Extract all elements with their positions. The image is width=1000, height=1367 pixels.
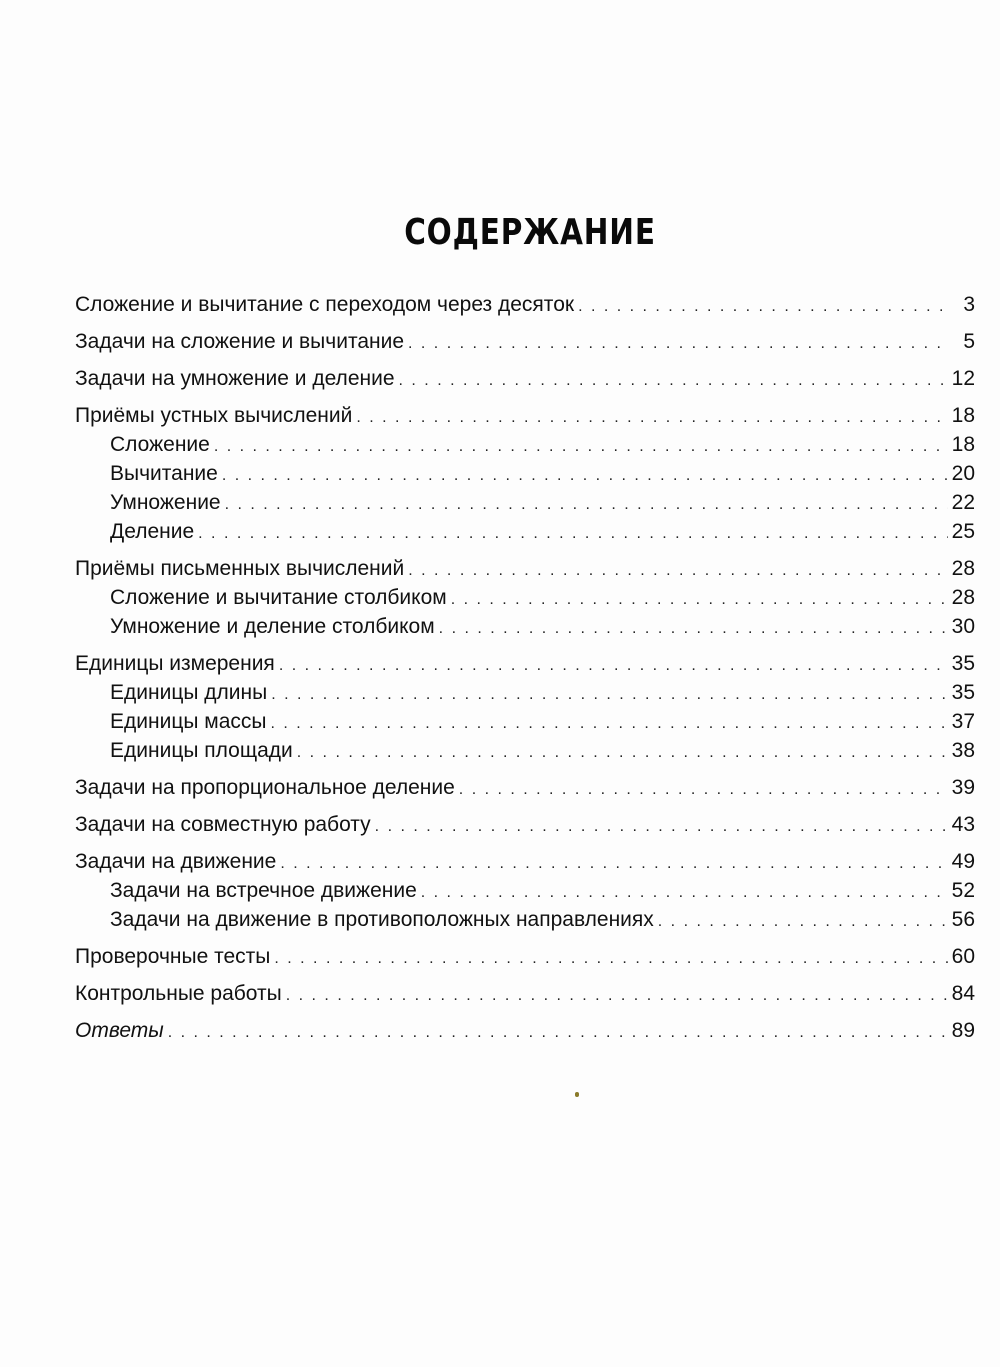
- dot-leader: [408, 329, 949, 358]
- toc-entry-label: Ответы: [75, 1019, 164, 1042]
- dot-leader: [578, 292, 949, 321]
- toc-entry-page: 38: [951, 739, 975, 762]
- toc-entry[interactable]: [75, 327, 975, 356]
- toc-entry-page: 43: [951, 813, 975, 836]
- toc-entry-page: 30: [951, 615, 975, 638]
- dot-leader: [408, 556, 947, 585]
- dot-leader: [222, 461, 948, 490]
- toc-entry-page: 37: [951, 710, 975, 733]
- toc-subentry[interactable]: [75, 488, 975, 517]
- dot-leader: [658, 907, 948, 936]
- toc-entry-label: Умножение и деление столбиком: [110, 615, 435, 638]
- toc-entry[interactable]: [75, 847, 975, 876]
- toc-entry-label: Проверочные тесты: [75, 945, 271, 968]
- toc-entry[interactable]: [75, 773, 975, 802]
- toc-entry-label: Задачи на сложение и вычитание: [75, 330, 405, 353]
- dot-leader: [439, 614, 948, 643]
- dot-leader: [274, 944, 947, 973]
- dot-leader: [280, 849, 947, 878]
- toc-entry[interactable]: [75, 554, 975, 583]
- toc-entry-page: 39: [951, 776, 975, 799]
- toc-entry[interactable]: [75, 810, 975, 839]
- toc-entry-page: 25: [951, 520, 975, 543]
- toc-entry-page: 28: [951, 586, 975, 609]
- dot-leader: [399, 366, 948, 395]
- toc-entry[interactable]: [75, 401, 975, 430]
- page-title: СОДЕРЖАНИЕ: [404, 212, 656, 253]
- toc-entry-label: Задачи на совместную работу: [75, 813, 371, 836]
- toc-subentry[interactable]: [75, 736, 975, 765]
- toc-entry-page: 35: [951, 652, 975, 675]
- dot-leader: [198, 519, 947, 548]
- toc-subentry[interactable]: [75, 678, 975, 707]
- toc-entry-page: 20: [951, 462, 975, 485]
- dot-leader: [271, 680, 947, 709]
- dot-leader: [279, 651, 948, 680]
- dot-leader: [214, 432, 948, 461]
- toc-entry[interactable]: [75, 290, 975, 319]
- toc-entry[interactable]: [75, 1016, 975, 1045]
- dot-leader: [459, 775, 948, 804]
- toc-subentry[interactable]: [75, 430, 975, 459]
- toc-entry-page: 84: [951, 982, 975, 1005]
- toc-entry-label: Единицы длины: [110, 681, 268, 704]
- dot-leader: [286, 981, 948, 1010]
- toc-entry-label: Сложение и вычитание столбиком: [110, 586, 447, 609]
- toc-entry[interactable]: [75, 942, 975, 971]
- toc-subentry[interactable]: [75, 459, 975, 488]
- toc-entry-label: Вычитание: [110, 462, 218, 485]
- toc-entry-page: 22: [951, 491, 975, 514]
- toc-entry-label: Задачи на встречное движение: [110, 879, 417, 902]
- toc-entry-page: 12: [951, 367, 975, 390]
- dot-leader: [421, 878, 948, 907]
- toc-entry-label: Задачи на движение: [75, 850, 277, 873]
- toc-entry-label: Задачи на пропорциональное деление: [75, 776, 455, 799]
- toc-entry-label: Сложение: [110, 433, 210, 456]
- dot-leader: [451, 585, 948, 614]
- dot-leader: [375, 812, 948, 841]
- dot-leader: [271, 709, 948, 738]
- toc-entry-label: Задачи на умножение и деление: [75, 367, 395, 390]
- toc-entry-page: 35: [951, 681, 975, 704]
- toc-entry-page: 52: [951, 879, 975, 902]
- dot-leader: [225, 490, 948, 519]
- toc-entry-label: Задачи на движение в противоположных направлениях: [110, 908, 654, 931]
- toc-entry-page: 56: [951, 908, 975, 931]
- toc-entry[interactable]: [75, 364, 975, 393]
- toc-entry-label: Контрольные работы: [75, 982, 282, 1005]
- toc-entry-label: Приёмы письменных вычислений: [75, 557, 405, 580]
- toc-entry-page: 49: [951, 850, 975, 873]
- toc-entry-page: 89: [951, 1019, 975, 1042]
- toc-entry-label: Сложение и вычитание с переходом через десяток: [75, 293, 575, 316]
- toc-subentry[interactable]: [75, 612, 975, 641]
- toc-entry-label: Единицы массы: [110, 710, 267, 733]
- toc-entry-label: Приёмы устных вычислений: [75, 404, 353, 427]
- toc-subentry[interactable]: [75, 583, 975, 612]
- table-of-contents: [75, 290, 975, 1045]
- toc-entry-page: 28: [951, 557, 975, 580]
- toc-subentry[interactable]: [75, 905, 975, 934]
- toc-entry[interactable]: [75, 649, 975, 678]
- toc-entry[interactable]: [75, 979, 975, 1008]
- toc-subentry[interactable]: [75, 517, 975, 546]
- print-speck: [575, 1092, 579, 1097]
- toc-entry-page: 3: [963, 293, 975, 316]
- dot-leader: [356, 403, 947, 432]
- dot-leader: [297, 738, 948, 767]
- toc-entry-label: Единицы площади: [110, 739, 293, 762]
- toc-subentry[interactable]: [75, 707, 975, 736]
- toc-entry-page: 60: [951, 945, 975, 968]
- toc-entry-page: 18: [951, 433, 975, 456]
- toc-entry-label: Деление: [110, 520, 195, 543]
- toc-entry-label: Единицы измерения: [75, 652, 275, 675]
- toc-subentry[interactable]: [75, 876, 975, 905]
- dot-leader: [168, 1018, 948, 1047]
- toc-entry-label: Умножение: [110, 491, 221, 514]
- toc-entry-page: 18: [951, 404, 975, 427]
- toc-entry-page: 5: [963, 330, 975, 353]
